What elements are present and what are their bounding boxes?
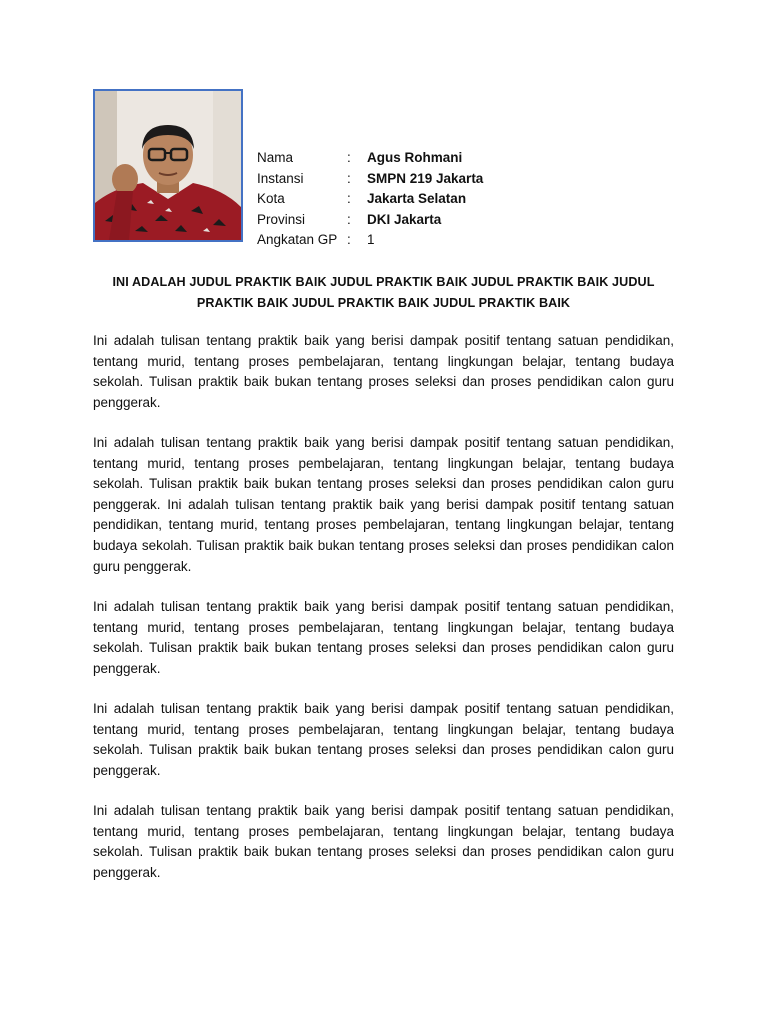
profile-value: Agus Rohmani: [367, 150, 463, 165]
profile-label: Kota: [257, 191, 285, 206]
body-paragraph: Ini adalah tulisan tentang praktik baik yang berisi dampak positif tentang satuan pendidikan, tentang murid, tentang proses pembelajaran, tentang lingkungan belajar, tentang budaya sekolah. Tulisan praktik baik bukan tentang proses seleksi dan proses pendidikan calon guru penggerak.: [93, 701, 674, 778]
profile-row-kota: [257, 189, 483, 210]
profile-colon: :: [347, 191, 351, 206]
body-paragraph: Ini adalah tulisan tentang praktik baik yang berisi dampak positif tentang satuan pendidikan, tentang murid, tentang proses pembelajaran, tentang lingkungan belajar, tentang budaya sekolah. Tulisan praktik baik bukan tentang proses seleksi dan proses pendidikan calon guru penggerak.: [93, 803, 674, 880]
profile-label: Nama: [257, 150, 294, 165]
profile-colon: :: [347, 232, 351, 247]
profile-row-instansi: [257, 169, 483, 190]
profile-value: SMPN 219 Jakarta: [367, 170, 484, 186]
profile-row-nama: [257, 148, 483, 169]
profile-label: Provinsi: [257, 211, 306, 227]
profile-row-angkatan: [257, 230, 483, 251]
profile-colon: :: [347, 170, 351, 186]
profile-value: 1: [367, 232, 375, 247]
title-line: INI ADALAH JUDUL PRAKTIK BAIK JUDUL PRAKTIK BAIK JUDUL PRAKTIK BAIK JUDUL: [112, 275, 655, 289]
profile-colon: :: [347, 150, 351, 165]
body-paragraph: Ini adalah tulisan tentang praktik baik yang berisi dampak positif tentang satuan pendidikan, tentang murid, tentang proses pembelajaran, tentang lingkungan belajar, tentang budaya sekolah. Tulisan praktik baik bukan tentang proses seleksi dan proses pendidikan calon guru penggerak.: [93, 333, 674, 410]
body-paragraph: Ini adalah tulisan tentang praktik baik yang berisi dampak positif tentang satuan pendidikan, tentang murid, tentang proses pembelajaran, tentang lingkungan belajar, tentang budaya sekolah. Tulisan praktik baik bukan tentang proses seleksi dan proses pendidikan calon guru penggerak.: [93, 599, 674, 676]
profile-row-provinsi: [257, 210, 483, 231]
profile-colon: :: [347, 211, 351, 227]
portrait-illustration: [95, 91, 241, 240]
title-line: PRAKTIK BAIK JUDUL PRAKTIK BAIK JUDUL PRAKTIK BAIK: [196, 295, 571, 310]
profile-value: Jakarta Selatan: [367, 191, 467, 206]
profile-label: Angkatan GP: [257, 232, 338, 247]
profile-value: DKI Jakarta: [367, 211, 442, 227]
document-title: [93, 272, 674, 313]
body-paragraph: Ini adalah tulisan tentang praktik baik yang berisi dampak positif tentang satuan pendidikan, tentang murid, tentang proses pembelajaran, tentang lingkungan belajar, tentang budaya sekolah. Tulisan praktik baik bukan tentang proses seleksi dan proses pendidikan calon guru penggerak. Ini adalah tulisan tentang praktik baik yang berisi dampak positif tentang satuan pendidikan, tentang murid, tentang proses pembelajaran, tentang lingkungan belajar, tentang budaya sekolah. Tulisan praktik baik bukan tentang proses seleksi dan proses pendidikan calon guru penggerak.: [93, 435, 674, 574]
profile-info: [257, 148, 483, 251]
portrait-photo: [93, 89, 243, 242]
profile-label: Instansi: [257, 170, 304, 186]
